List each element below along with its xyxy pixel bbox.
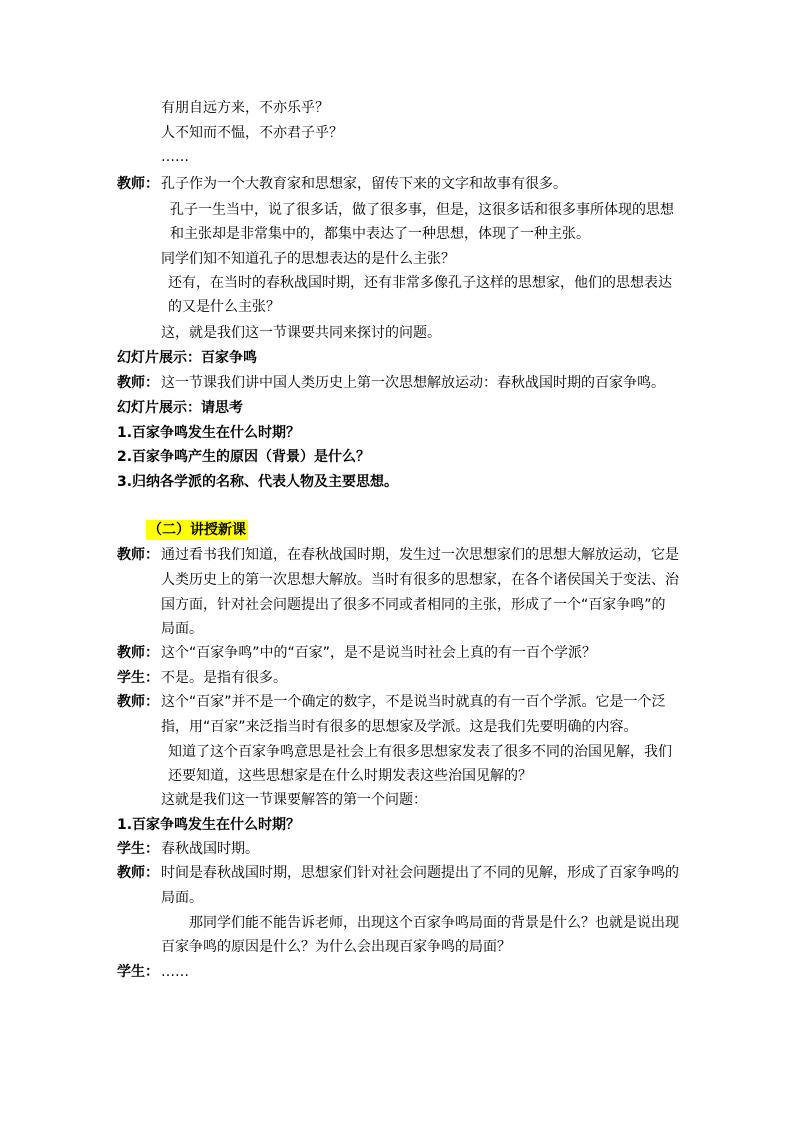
paragraph-line: 同学们知不知道孔子的思想表达的是什么主张？	[161, 251, 455, 267]
paragraph-line: 的又是什么主张？	[168, 299, 280, 315]
teacher-text: 这个“百家争鸣”中的“百家”，是不是说当时社会上真的有一百个学派？	[161, 645, 597, 661]
teacher-text: 人类历史上的第一次思想大解放。当时有很多的思想家，在各个诸侯国关于变法、治	[161, 572, 679, 588]
paragraph-line: 和主张却是非常集中的，都集中表达了一种思想，体现了一种主张。	[170, 226, 590, 242]
speaker-student: 学生：	[117, 964, 159, 980]
teacher-text: 时间是春秋战国时期，思想家们针对社会问题提出了不同的见解，形成了百家争鸣的	[161, 865, 679, 881]
teacher-text: 还要知道，这些思想家是在什么时期发表这些治国见解的？	[168, 768, 532, 784]
teacher-text: 孔子作为一个大教育家和思想家，留传下来的文字和故事有很多。	[161, 176, 567, 192]
question-1: 1.百家争鸣发生在什么时期？	[117, 425, 301, 441]
teacher-text: 指，用“百家”来泛指当时有很多的思想家及学派。这是我们先要明确的内容。	[161, 719, 638, 735]
question-1-repeat: 1.百家争鸣发生在什么时期？	[117, 817, 301, 833]
speaker-student: 学生：	[117, 670, 159, 686]
teacher-text: 这就是我们这一节课要解答的第一个问题：	[161, 792, 427, 808]
section-heading: （二）讲授新课	[148, 522, 246, 538]
speaker-teacher: 教师：	[117, 375, 159, 391]
speaker-teacher: 教师：	[117, 176, 159, 192]
student-text: 不是。是指有很多。	[161, 670, 287, 686]
teacher-text: 这个“百家”并不是一个确定的数字，不是说当时就真的有一百个学派。它是一个泛	[161, 694, 666, 710]
teacher-text: 通过看书我们知道，在春秋战国时期，发生过一次思想家们的思想大解放运动，它是	[161, 547, 679, 563]
teacher-text: 局面。	[161, 621, 203, 637]
speaker-teacher: 教师：	[117, 547, 159, 563]
question-2: 2.百家争鸣产生的原因（背景）是什么？	[117, 449, 371, 465]
intro-line-1: 有朋自远方来，不亦乐乎？	[161, 100, 329, 116]
teacher-text: 知道了这个百家争鸣意思是社会上有很多思想家发表了很多不同的治国见解，我们	[168, 744, 672, 760]
paragraph-line: 还有，在当时的春秋战国时期，还有非常多像孔子这样的思想家，他们的思想表达	[168, 275, 672, 291]
intro-line-2: 人不知而不愠，不亦君子乎？	[161, 125, 343, 141]
speaker-teacher: 教师：	[117, 645, 159, 661]
slide-heading: 幻灯片展示：百家争鸣	[117, 350, 257, 366]
question-3: 3.归纳各学派的名称、代表人物及主要思想。	[117, 474, 399, 490]
teacher-text: 那同学们能不能告诉老师，出现这个百家争鸣局面的背景是什么？也就是说出现	[189, 915, 679, 931]
teacher-text: 局面。	[161, 890, 203, 906]
speaker-teacher: 教师：	[117, 694, 159, 710]
teacher-text: 国方面，针对社会问题提出了很多不同或者相同的主张，形成了一个“百家争鸣”的	[161, 597, 666, 613]
student-text: 春秋战国时期。	[161, 841, 259, 857]
intro-line-3: ……	[161, 149, 189, 165]
paragraph-line: 这，就是我们这一节课要共同来探讨的问题。	[161, 325, 441, 341]
speaker-student: 学生：	[117, 841, 159, 857]
student-text: ……	[161, 964, 189, 980]
paragraph-line: 孔子一生当中，说了很多话，做了很多事，但是，这很多话和很多事所体现的思想	[170, 202, 674, 218]
slide-heading: 幻灯片展示：请思考	[117, 400, 243, 416]
teacher-text: 百家争鸣的原因是什么？为什么会出现百家争鸣的局面？	[161, 939, 511, 955]
speaker-teacher: 教师：	[117, 865, 159, 881]
teacher-text: 这一节课我们讲中国人类历史上第一次思想解放运动：春秋战国时期的百家争鸣。	[161, 375, 665, 391]
